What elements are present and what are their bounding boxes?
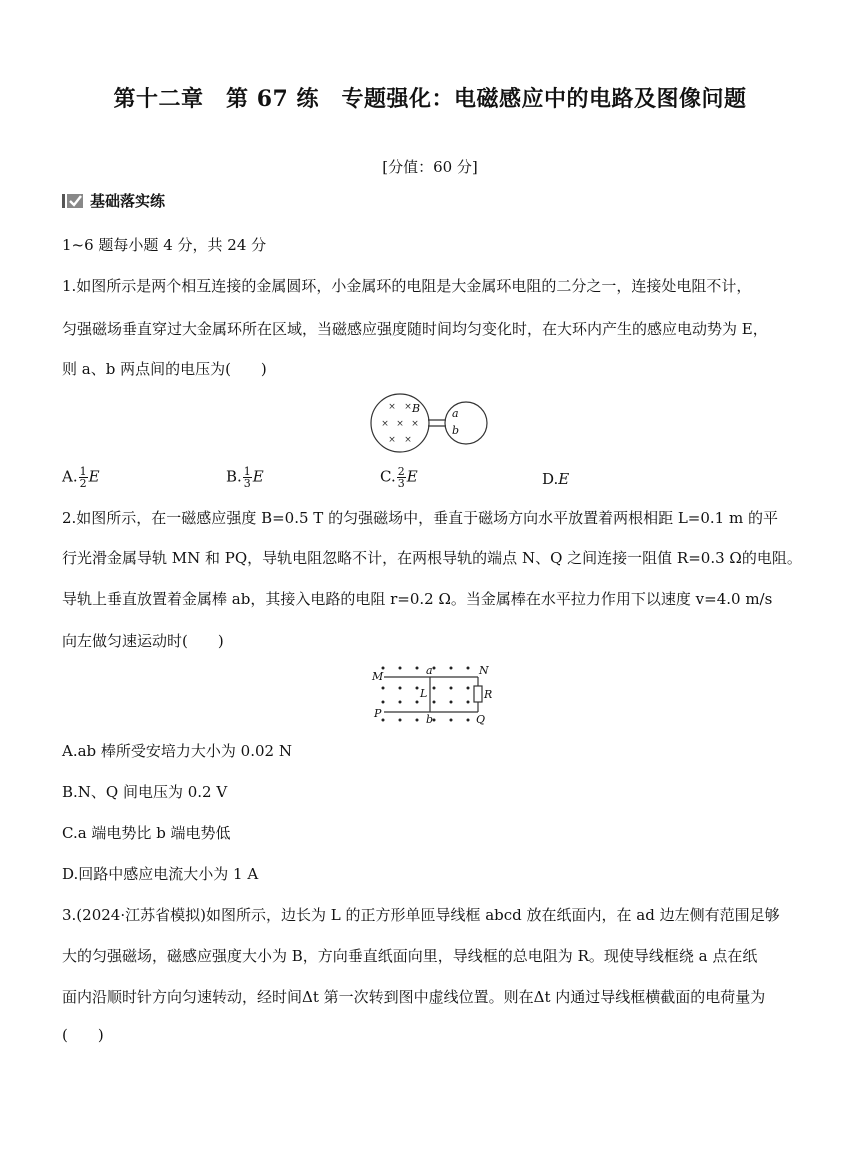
q3-text-line2: 大的匀强磁场，磁感应强度大小为 B，方向垂直纸面向里，导线框的总电阻为 R。现使导线框绕 a 点在纸 — [62, 947, 758, 965]
section-note: 1~6 题每小题 4 分，共 24 分 — [62, 236, 267, 254]
q1-text-line3: 则 a、b 两点间的电压为( ) — [62, 360, 267, 378]
field-cross: × — [388, 402, 396, 412]
q2-option-b[interactable]: B.N、Q 间电压为 0.2 V — [62, 783, 228, 801]
q1-option-c[interactable]: C. $\frac{2}{3}$ E — [380, 465, 418, 490]
q2-text-line2: 行光滑金属导轨 MN 和 PQ，导轨电阻忽略不计，在两根导轨的端点 N、Q 之间连接一阻值 R=0.3 Ω的电阻。 — [62, 549, 802, 567]
q2-figure — [368, 662, 498, 726]
label-M: M — [372, 670, 384, 683]
label-R: R — [484, 688, 493, 701]
q3-text-line3: 面内沿顺时针方向匀速转动，经时间Δt 第一次转到图中虚线位置。则在Δt 内通过导线框横截面的电荷量为 — [62, 988, 766, 1006]
checklist-icon — [62, 193, 84, 209]
q1-text-line2: 匀强磁场垂直穿过大金属环所在区域，当磁感应强度随时间均匀变化时，在大环内产生的感应电动势为 E， — [62, 320, 768, 338]
label-Q: Q — [476, 713, 486, 726]
field-cross: × — [404, 402, 412, 412]
label-B: B — [412, 402, 421, 415]
section-header — [62, 190, 165, 211]
resistor-R — [474, 686, 482, 702]
q1-text-line1: 1.如图所示是两个相互连接的金属圆环，小金属环的电阻是大金属环电阻的二分之一，连接处电阻不计， — [62, 277, 752, 295]
label-P: P — [374, 707, 382, 720]
q2-option-a[interactable]: A.ab 棒所受安培力大小为 0.02 N — [62, 742, 292, 760]
score-label: [分值：60 分] — [382, 158, 478, 176]
label-a: a — [426, 664, 433, 677]
q1-option-d[interactable]: D.E — [542, 470, 570, 488]
label-L: L — [420, 687, 428, 700]
page-title: 第十二章 第 67 练 专题强化：电磁感应中的电路及图像问题 — [113, 86, 747, 112]
section-title: 基础落实练 — [90, 192, 166, 210]
label-b: b — [426, 713, 434, 726]
q1-option-b[interactable]: B. $\frac{1}{3}$ E — [226, 465, 264, 490]
label-N: N — [479, 664, 489, 677]
q2-text-line4: 向左做匀速运动时( ) — [62, 632, 224, 650]
q1-figure — [368, 392, 493, 454]
q3-text-line1: 3.(2024·江苏省模拟)如图所示，边长为 L 的正方形单匝导线框 abcd 放在纸面内，在 ad 边左侧有范围足够 — [62, 906, 780, 924]
field-cross: × — [381, 419, 389, 429]
q2-option-c[interactable]: C.a 端电势比 b 端电势低 — [62, 824, 231, 842]
q3-text-line4: ( ) — [62, 1026, 104, 1044]
field-cross: × — [396, 419, 404, 429]
label-b: b — [452, 424, 460, 437]
field-cross: × — [388, 435, 396, 445]
field-cross: × — [411, 419, 419, 429]
label-a: a — [452, 407, 459, 420]
field-cross: × — [404, 435, 412, 445]
q2-text-line1: 2.如图所示，在一磁感应强度 B=0.5 T 的匀强磁场中，垂直于磁场方向水平放置着两根相距 L=0.1 m 的平 — [62, 509, 778, 527]
q1-option-a[interactable]: A. $\frac{1}{2}$ E — [62, 465, 100, 490]
q2-text-line3: 导轨上垂直放置着金属棒 ab，其接入电路的电阻 r=0.2 Ω。当金属棒在水平拉力作用下以速度 v=4.0 m/s — [62, 590, 773, 608]
q2-option-d[interactable]: D.回路中感应电流大小为 1 A — [62, 865, 259, 883]
